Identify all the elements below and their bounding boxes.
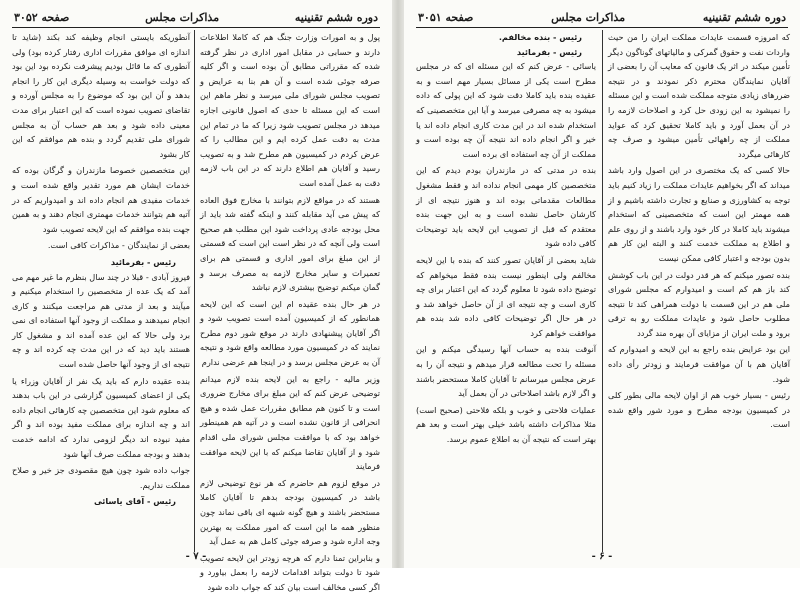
paragraph: این بود عرایض بنده راجع به این لایحه و امیدوارم که آقایان هم با آن موافقت فرمایند و زودتر رأی داده شود. — [608, 344, 790, 384]
left-page-number-label: صفحه ۳۰۵۲ — [14, 10, 70, 24]
left-page-footer-number: - ۷ - — [185, 551, 207, 562]
right-header-rule — [416, 27, 788, 28]
paragraph: حالا کسی که یک مختصری در این اصول وارد باشد میداند که اگر بخواهیم عایدات مملکت را زیاد کنیم باید توجه به کشاورزی و صنایع و تجارت داشته باشیم و از همه مهمتر این است که متخصصینی که استخدام میشوند باید کاملا در کار خود وارد باشند و از روی علم و اطلاع به مملکت خدمت کنند و البته این کار هم بدون بودجه و اعتبار کافی ممکن نیست — [608, 165, 790, 263]
right-page-left-column — [416, 30, 596, 552]
right-page-title: مذاکرات مجلس — [551, 10, 626, 24]
speaker-line: رئیس - آقای یاسائی — [93, 496, 176, 507]
left-header-rule — [12, 27, 380, 28]
paragraph: این متخصصین خصوصا مازندران و گرگان بوده که خدمات ایشان هم مورد تقدیر واقع شده است و خدمات مفیدی هم انجام داده اند و امیدواریم که در آتیه هم بتوانند خدمات مهمتری انجام دهند و به همین جهت بنده موافقم که این لایحه تصویب شود — [12, 165, 190, 234]
paragraph: آنطوریکه بایستی انجام وظیفه کند بکند (شاید تا اندازه ای موافق مقررات اداری رفتار کرده بود) ولی آنطوری که ما قائل بودیم پیشرفت نکرده بود این بود که دولت خواست به وسیله دیگری این کار را انجام بدهد و آن این بود که موضوع را به مجلس آورده و تقاضای تصویب نموده است که این اعتبار برای مدت معینی داده شود و بعد هم حساب آن به مجلس شورای ملی تقدیم گردد و بنده هم موافقم که این کار بشود — [12, 32, 190, 159]
paragraph: بنده عقیده دارم که باید یک نفر از آقایان وزراء یا یکی از اعضای کمیسیون گزارشی در این باب بدهند که معلوم شود این متخصصین چه کارهائی انجام داده اند و چه اندازه برای مملکت مفید بوده اند و اگر مفید نبوده اند دیگر لزومی ندارد که ادامه خدمت بدهند و بودجه مملکت صرف آنها شود — [12, 375, 190, 459]
left-page-session: دوره ششم تقنینیه — [294, 10, 378, 24]
book-gutter — [392, 0, 404, 568]
left-page-title: مذاکرات مجلس — [145, 10, 220, 24]
paragraph: جواب داده شود چون هیچ مقصودی جز خیر و صلاح مملکت نداریم. — [12, 465, 190, 490]
paragraph: بعضی از نمایندگان - مذاکرات کافی است. — [47, 240, 190, 251]
paragraph: رئیس - بسیار خوب هم از اوان لایحه مالی بطور کلی در کمیسیون بودجه مطرح و مورد شور واقع شده است. — [608, 390, 790, 430]
paragraph: و بنابراین تمنا دارم که هرچه زودتر این لایحه تصویب شود تا دولت بتواند اقدامات لازمه را بعمل بیاورد و اگر کسی مخالف است بیان کند که جواب داده شود — [200, 552, 380, 592]
speaker-line: رئیس - بنده مخالفم. — [498, 32, 582, 42]
paragraph: شاید بعضی از آقایان تصور کنند که بنده با این لایحه مخالفم ولی اینطور نیست بنده فقط میخواهم که توضیح داده شود تا معلوم گردد که این اعتبار برای چه کاری است و چه نتیجه ای از آن حاصل خواهد شد و در هر حال اگر توضیحات کافی داده شد بنده هم موافقت خواهم کرد — [416, 254, 596, 338]
paragraph: وزیر مالیه - راجع به این لایحه بنده لازم میدانم توضیحی عرض کنم که این مبلغ برای مخارج ضروری است و تا کنون هم مطابق مقررات عمل شده و هیچ انحرافی از قانون نشده است و در آتیه هم همینطور خواهد بود که با موافقت مجلس شورای ملی اقدام شود و از آقایان تقاضا میکنم که با این لایحه موافقت فرمایند — [200, 373, 380, 472]
paragraph: بنده در مدتی که در مازندران بودم دیدم که این متخصصین کار مهمی انجام نداده اند و فقط مشغول مطالعات مقدماتی بوده اند و هنوز نتیجه ای از کارشان حاصل نشده است و به این جهت بنده معتقدم که قبل از تصویب این لایحه باید توضیحات کافی داده شود — [416, 165, 596, 249]
right-page — [404, 0, 800, 568]
right-column-divider — [602, 30, 603, 552]
paragraph: پول و به امورات وزارت جنگ هم که کاملا اطلاعات دارند و حسابی در مقابل امور اداری در نظر گرفته شده که مقرراتی مطابق آن بوده است و اگر کلیه صرفه جوئی شده است و آن هم بنا به عرایض و تصویب مجلس شورای ملی میرسد و نظر ماهم این است که این مسئله تا حدی که اصول قانونی اجازه میدهد در مجلس تصویب شود زیرا که ما در تمام این مدت به دقت عمل کرده ایم و این مطالب را که عرض کردم در کمیسیون هم مطرح شد و به تصویب رسید و آقایان هم اطلاع دارند که در این باب لازمه دقت به عمل آمده است — [200, 32, 380, 188]
left-page-header — [14, 8, 378, 26]
right-page-number-label: صفحه ۳۰۵۱ — [418, 10, 474, 24]
paragraph: در هر حال بنده عقیده ام این است که این لایحه همانطور که از کمیسیون آمده است تصویب شود و اگر آقایان پیشنهادی دارند در موقع شور دوم مطرح نمایند که در کمیسیون مورد مطالعه واقع شود و نتیجه آن به عرض مجلس برسد و در اینجا هم عرضی ندارم — [200, 298, 380, 368]
right-page-session: دوره ششم تقنینیه — [702, 10, 786, 24]
paragraph: عملیات فلاحتی و خوب و بلکه فلاحتی (صحیح است) مثلا مذاکرات داشته باشد خیلی بهتر است و بعد هم بهتر است که نتیجه آن به اطلاع عموم برسد. — [416, 404, 596, 445]
left-page-left-column — [12, 30, 190, 552]
paragraph: فیروز آبادی - قبلا در چند سال بنظرم ما غیر مهم می آمد که یک عده از متخصصین را استخدام میکنیم و میآیند و بعد از مدتی هم مراجعت میکنند و کاری انجام نمیدهند و مملکت از وجود آنها استفاده ای نمی برد ولی حالا که این عده آمده اند و مشغول کار هستند باید دید که در این مدت چه کرده اند و چه نتیجه ای از وجود آنها حاصل شده است — [12, 271, 190, 370]
paragraph: بنده تصور میکنم که هر قدر دولت در این باب کوشش کند باز هم کم است و امیدوارم که مجلس شورای ملی هم در این قسمت با دولت همراهی کند تا نتیجه مطلوب حاصل شود و عایدات مملکت رو به ترقی برود و ملت ایران از مزایای آن بهره مند گردد — [608, 269, 790, 338]
right-page-footer-number: - ۶ - — [591, 551, 613, 562]
paragraph: که امروزه قسمت عایدات مملکت ایران را من حیث واردات نفت و حقوق گمرکی و مالیاتهای گوناگون دیگر تأمین میکند در اثر یک قانون که معایب آن را بعضی از آقایان نمایندگان محترم ذکر نمودند و در نتیجه ضررهای زیادی متوجه مملکت شده است و این مسئله را نمیشود به این زودی حل کرد و اصلاحات لازمه را در آن بعمل آورد و باید کاملا تحقیق کرد که عواید مملکت از چه راههائی تأمین میشود و صرف چه کارهائی میگردد — [608, 32, 790, 159]
speaker-line: رئیس - بفرمائید — [516, 46, 582, 57]
paragraph: آنوقت بنده به حساب آنها رسیدگی میکنم و این مسئله را تحت مطالعه قرار میدهم و نتیجه آن را به عرض مجلس میرسانم تا آقایان کاملا مستحضر باشند و اگر لازم باشد اصلاحاتی در آن بعمل آید — [416, 344, 596, 399]
paragraph: یاسائی - عرض کنم که این مسئله ای که در مجلس مطرح است یکی از مسائل بسیار مهم است و به عقیده بنده باید کاملا دقت شود که این پولی که داده میشود به چه مصرفی میرسد و آیا این متخصصینی که استخدام شده اند در این مدت کاری انجام داده اند یا خیر و اگر انجام داده اند نتیجه آن چه بوده است و مملکت از آن چه استفاده ای برده است — [416, 61, 596, 159]
left-page — [0, 0, 392, 592]
speaker-line: رئیس - بفرمائید — [110, 256, 176, 267]
paragraph: در موقع لزوم هم حاضرم که هر نوع توضیحی لازم باشد در کمیسیون بودجه بدهم تا آقایان کاملا مستحضر باشند و هیچ گونه شبهه ای باقی نماند چون منظور همه ما این است که امور مملکت به بهترین وجه اداره شود و صرفه جوئی کامل هم به عمل آید — [200, 477, 380, 547]
left-page-right-column — [200, 30, 380, 592]
left-column-divider — [194, 30, 195, 552]
right-page-header — [418, 8, 786, 26]
paragraph: هستند که در مواقع لازم بتوانند با مخارج فوق العاده که پیش می آید مقابله کنند و اینکه گفته شد باید از محل بودجه عادی پرداخت شود این مطلب هم صحیح است ولی آنچه که در نظر است این است که قسمتی از این مبلغ برای امور اداری و قسمتی هم برای تعمیرات و سایر مخارج لازمه به مصرف برسد و گمان میکنم توضیح بیشتری لازم نباشد — [200, 194, 380, 293]
right-page-right-column — [608, 30, 790, 552]
